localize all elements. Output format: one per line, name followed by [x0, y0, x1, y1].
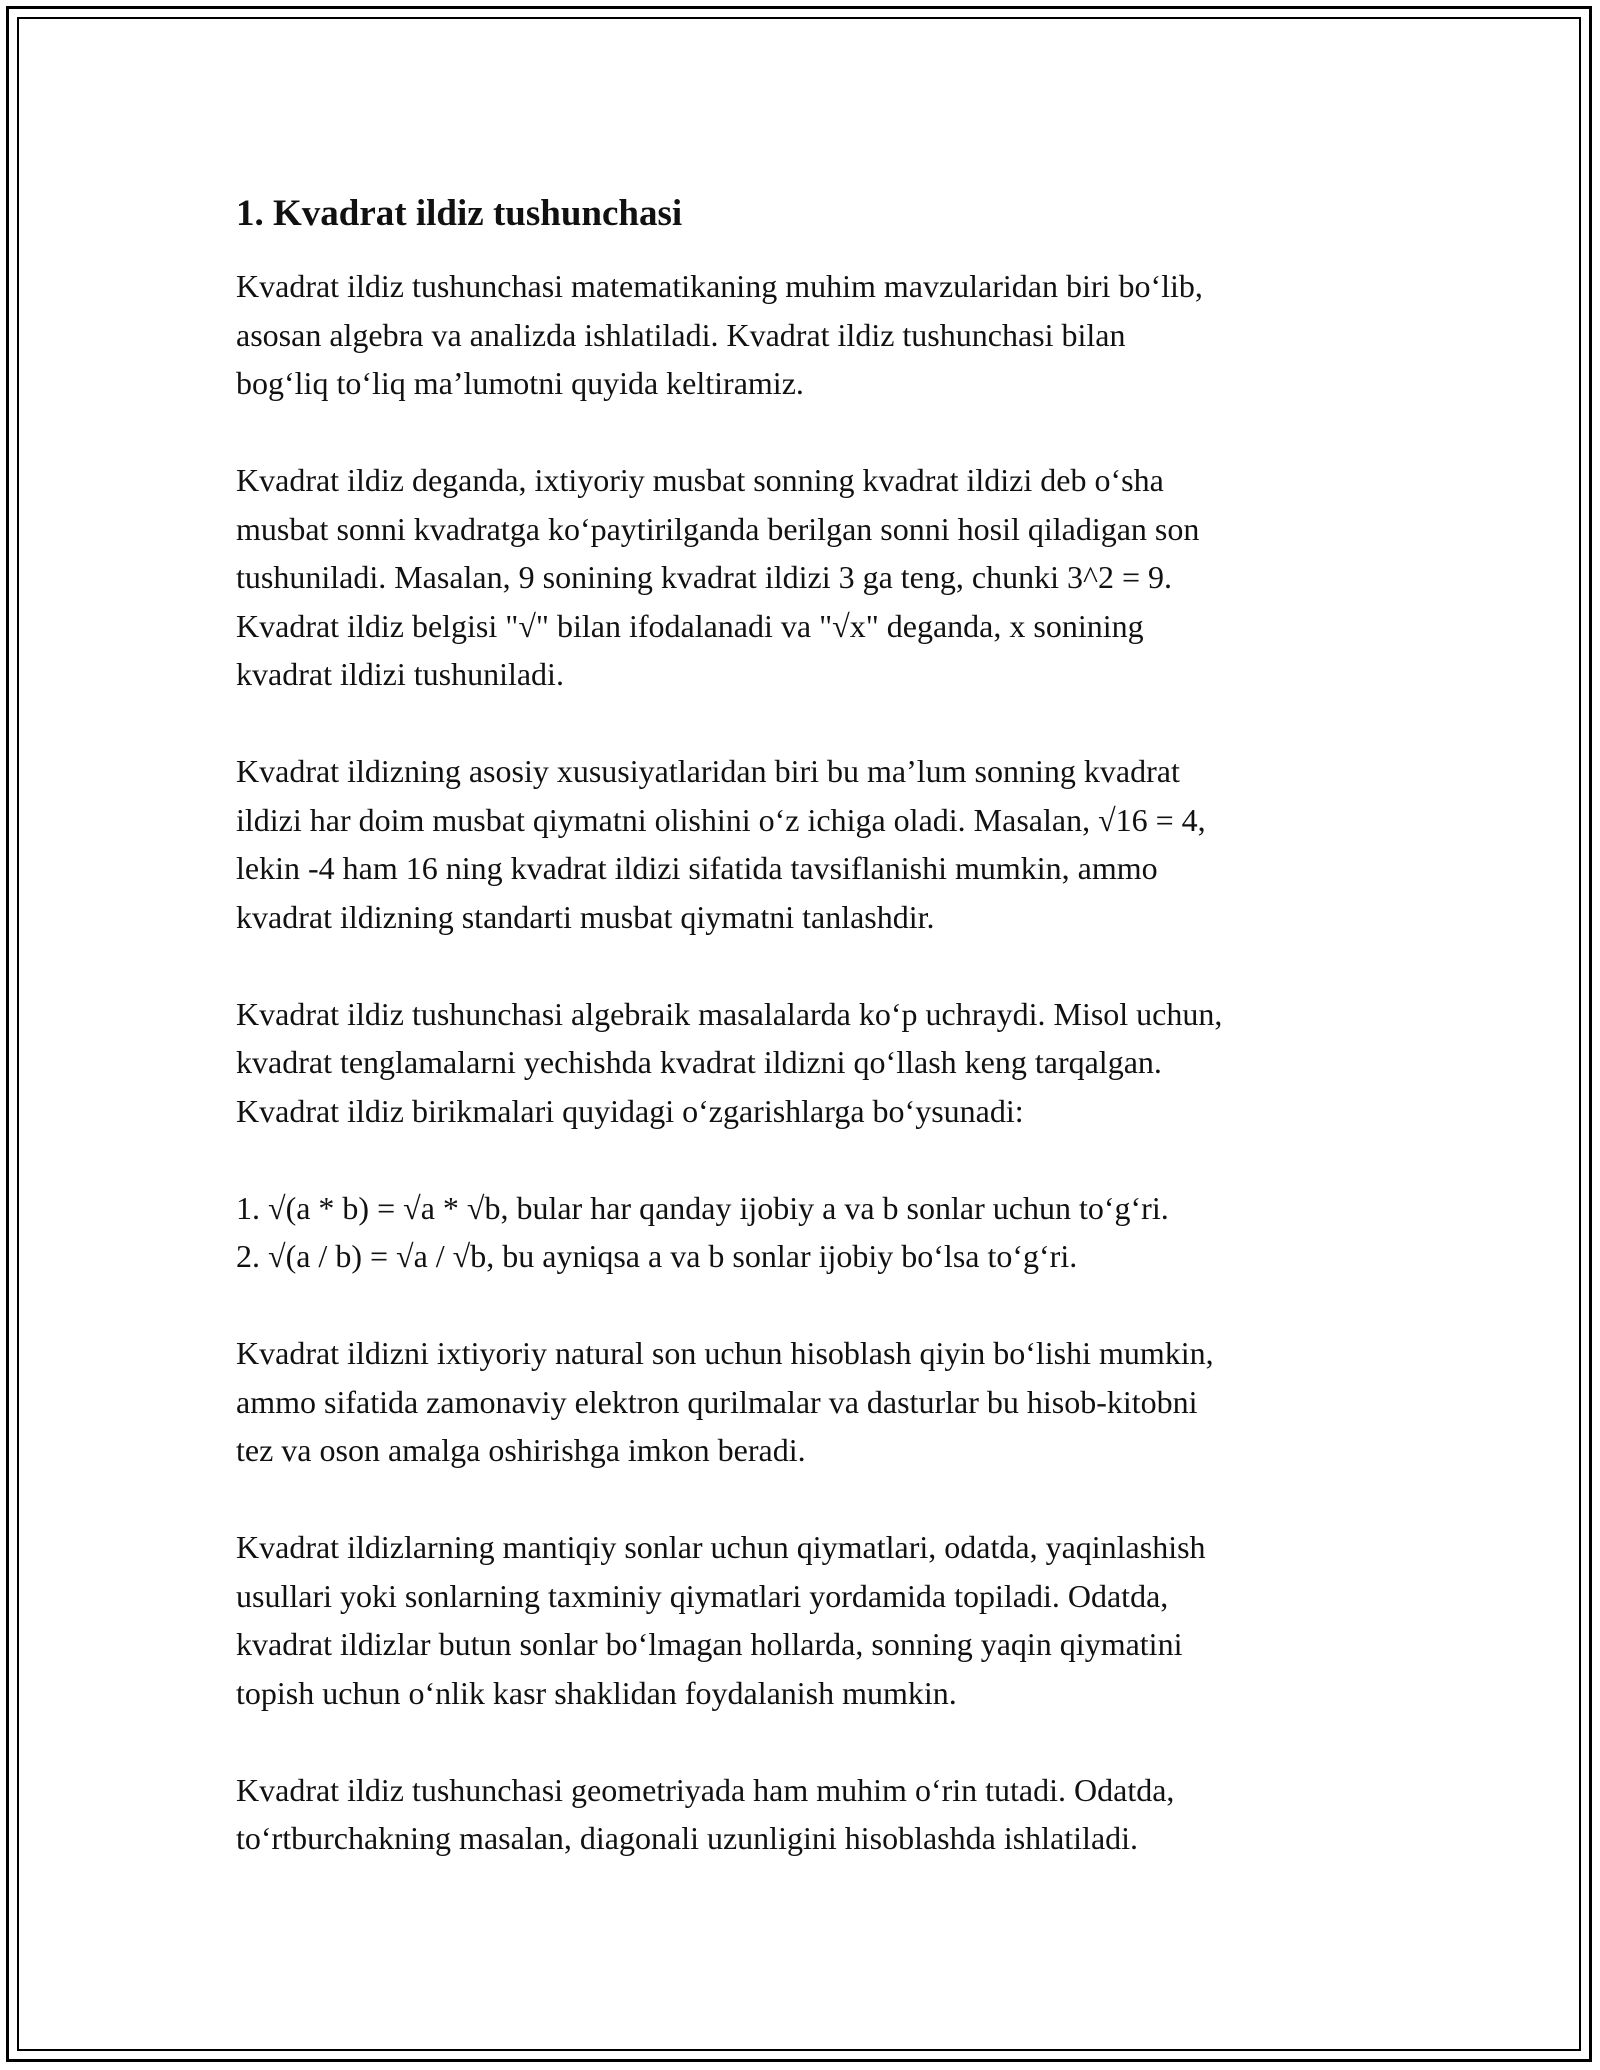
paragraph-geometry: Kvadrat ildiz tushunchasi geometriyada ham muhim oʻrin tutadi. Odatda, toʻrtburchakning masalan, diagonali uzunligini hisoblashda ishlatiladi. — [236, 1771, 1175, 1856]
section-heading: 1. Kvadrat ildiz tushunchasi — [236, 193, 683, 234]
paragraph-algebra: Kvadrat ildiz tushunchasi algebraik masalalarda koʻp uchraydi. Misol uchun, kvadrat tenglamalarni yechishda kvadrat ildizni qoʻllash keng tarqalgan. Kvadrat ildiz birikmalari quyidagi oʻzgarishlarga boʻysunadi: — [236, 995, 1223, 1129]
paragraph-computation: Kvadrat ildizni ixtiyoriy natural son uchun hisoblash qiyin boʻlishi mumkin, ammo sifatida zamonaviy elektron qurilmalar va dasturlar bu hisob-kitobni tez va oson amalga oshirishga imkon beradi. — [236, 1335, 1214, 1468]
paragraph-definition: Kvadrat ildiz deganda, ixtiyoriy musbat sonning kvadrat ildizi deb oʻsha musbat sonni kvadratga koʻpaytirilganda berilgan sonni hosil qiladigan son tushuniladi. Masalan, 9 sonining kvadrat ildizi 3 ga teng, chunki 3^2 = 9. Kvadrat ildiz belgisi "√" bilan ifodalanadi va "√x" deganda, x sonining kvadrat ildizi tushuniladi. — [236, 462, 1200, 692]
paragraph-approximation: Kvadrat ildizlarning mantiqiy sonlar uchun qiymatlari, odatda, yaqinlashish usullari yoki sonlarning taxminiy qiymatlari yordamida topiladi. Odatda, kvadrat ildizlar butun sonlar boʻlmagan hollarda, sonning yaqin qiymatini topish uchun oʻnlik kasr shaklidan foydalanish mumkin. — [236, 1529, 1206, 1711]
rules-list: 1. √(a * b) = √a * √b, bular har qanday ijobiy a va b sonlar uchun toʻgʻri. 2. √(a / b) = √a / √b, bu ayniqsa a va b sonlar ijobiy boʻlsa toʻgʻri. — [236, 1189, 1169, 1274]
paragraph-intro: Kvadrat ildiz tushunchasi matematikaning muhim mavzularidan biri boʻlib, asosan algebra va analizda ishlatiladi. Kvadrat ildiz tushunchasi bilan bogʻliq toʻliq maʼlumotni quyida keltiramiz. — [236, 268, 1203, 401]
document-body — [236, 190, 1376, 1863]
paragraph-properties: Kvadrat ildizning asosiy xususiyatlaridan biri bu maʼlum sonning kvadrat ildizi har doim musbat qiymatni olishini oʻz ichiga oladi. Masalan, √16 = 4, lekin -4 ham 16 ning kvadrat ildizi sifatida tavsiflanishi mumkin, ammo kvadrat ildizning standarti musbat qiymatni tanlashdir. — [236, 753, 1206, 935]
